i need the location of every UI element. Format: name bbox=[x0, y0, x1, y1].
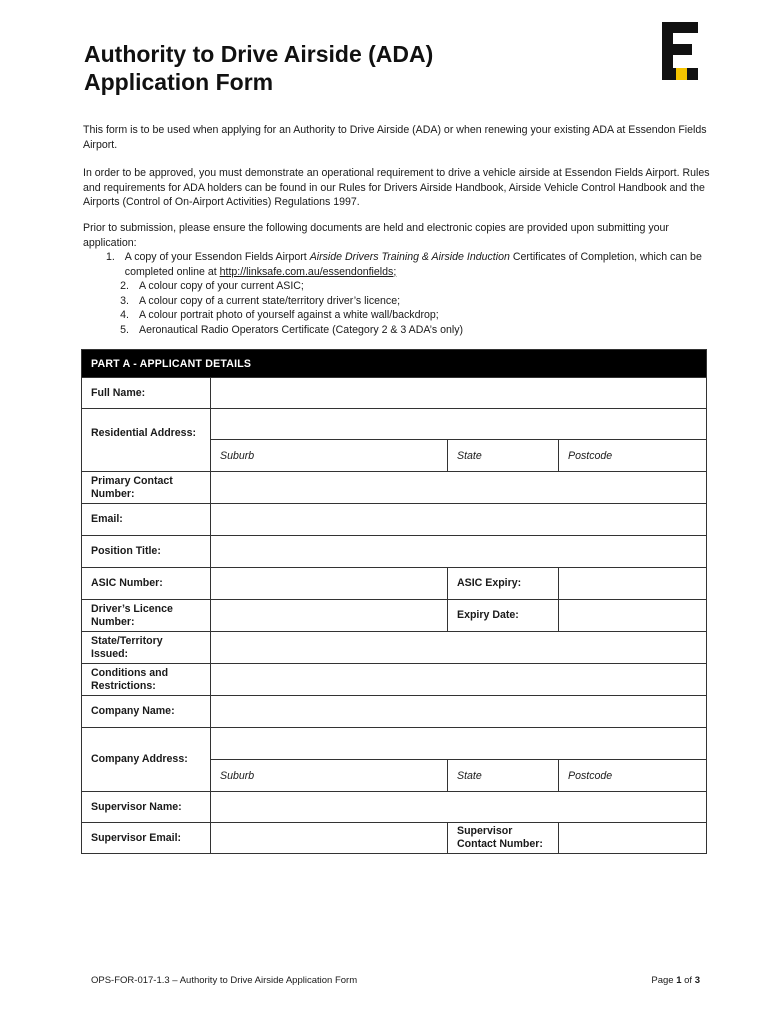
supervisor-contact-field[interactable] bbox=[559, 823, 707, 854]
email-field[interactable] bbox=[211, 504, 707, 536]
state-issued-label: State/Territory Issued: bbox=[82, 632, 211, 664]
list-item: 4. A colour portrait photo of yourself against a white wall/backdrop; bbox=[120, 309, 439, 321]
state-issued-field[interactable] bbox=[211, 632, 707, 664]
list-item: 5. Aeronautical Radio Operators Certificate (Category 2 & 3 ADA’s only) bbox=[120, 323, 464, 336]
part-a-heading: PART A - APPLICANT DETAILS bbox=[82, 350, 707, 378]
required-documents-list bbox=[83, 250, 713, 337]
drivers-licence-label: Driver’s Licence Number: bbox=[82, 600, 211, 632]
title-line-2: Application Form bbox=[84, 69, 274, 95]
residential-address-field[interactable] bbox=[211, 409, 707, 440]
position-title-field[interactable] bbox=[211, 536, 707, 568]
applicant-details-table bbox=[81, 349, 707, 854]
supervisor-name-field[interactable] bbox=[211, 792, 707, 823]
asic-expiry-field[interactable] bbox=[559, 568, 707, 600]
intro-paragraph-2: In order to be approved, you must demonstrate an operational requirement to drive a vehicle airside at Essendon Fields Airport. Rules and requirements for ADA holders can be found in our Rules for Drivers Airside Handbook, Airside Vehicle Control Handbook and the Airports (Control of On-Airport Activities) Regulations 1997. bbox=[83, 167, 710, 208]
primary-contact-field[interactable] bbox=[211, 472, 707, 504]
list-number: 1. bbox=[105, 251, 115, 263]
supervisor-contact-label: Supervisor Contact Number: bbox=[448, 823, 559, 854]
company-name-label: Company Name: bbox=[82, 696, 211, 728]
primary-contact-label: Primary Contact Number: bbox=[82, 472, 211, 504]
company-state-field[interactable]: State bbox=[448, 760, 559, 792]
company-address-field[interactable] bbox=[211, 728, 707, 760]
full-name-label: Full Name: bbox=[82, 378, 211, 409]
title-line-1: Authority to Drive Airside (ADA) bbox=[84, 41, 434, 67]
list-item: 1. A copy of your Essendon Fields Airport Airside Drivers Training & Airside Induction Certificates of Completion, which can be completed online at http://linksafe.com.au/essendonfields; bbox=[83, 250, 713, 279]
document-reference: OPS-FOR-017-1.3 – Authority to Drive Airside Application Form bbox=[91, 975, 358, 986]
residential-state-field[interactable]: State bbox=[448, 440, 559, 472]
company-name-field[interactable] bbox=[211, 696, 707, 728]
residential-postcode-field[interactable]: Postcode bbox=[559, 440, 707, 472]
company-address-label: Company Address: bbox=[82, 728, 211, 792]
supervisor-name-label: Supervisor Name: bbox=[82, 792, 211, 823]
full-name-field[interactable] bbox=[211, 378, 707, 409]
conditions-label: Conditions and Restrictions: bbox=[82, 664, 211, 696]
essendon-fields-logo bbox=[662, 22, 698, 80]
residential-suburb-field[interactable]: Suburb bbox=[211, 440, 448, 472]
supervisor-email-label: Supervisor Email: bbox=[82, 823, 211, 854]
expiry-date-field[interactable] bbox=[559, 600, 707, 632]
drivers-licence-field[interactable] bbox=[211, 600, 448, 632]
asic-expiry-label: ASIC Expiry: bbox=[448, 568, 559, 600]
list-item: 2. A colour copy of your current ASIC; bbox=[120, 280, 304, 292]
linksafe-link[interactable]: http://linksafe.com.au/essendonfields; bbox=[219, 265, 397, 278]
position-title-label: Position Title: bbox=[82, 536, 211, 568]
intro-paragraph-3: Prior to submission, please ensure the following documents are held and electronic copies are provided upon submitting your application: bbox=[83, 222, 669, 249]
email-label: Email: bbox=[82, 504, 211, 536]
company-postcode-field[interactable]: Postcode bbox=[559, 760, 707, 792]
conditions-field[interactable] bbox=[211, 664, 707, 696]
page-number: Page 1 of 3 bbox=[651, 975, 700, 986]
company-suburb-field[interactable]: Suburb bbox=[211, 760, 448, 792]
expiry-date-label: Expiry Date: bbox=[448, 600, 559, 632]
asic-number-field[interactable] bbox=[211, 568, 448, 600]
page-title bbox=[84, 40, 433, 96]
residential-address-label: Residential Address: bbox=[82, 409, 211, 472]
asic-number-label: ASIC Number: bbox=[82, 568, 211, 600]
supervisor-email-field[interactable] bbox=[211, 823, 448, 854]
intro-paragraph-1: This form is to be used when applying for an Authority to Drive Airside (ADA) or when renewing your existing ADA at Essendon Fields Airport. bbox=[83, 124, 707, 151]
list-item: 3. A colour copy of a current state/territory driver’s licence; bbox=[120, 294, 401, 307]
